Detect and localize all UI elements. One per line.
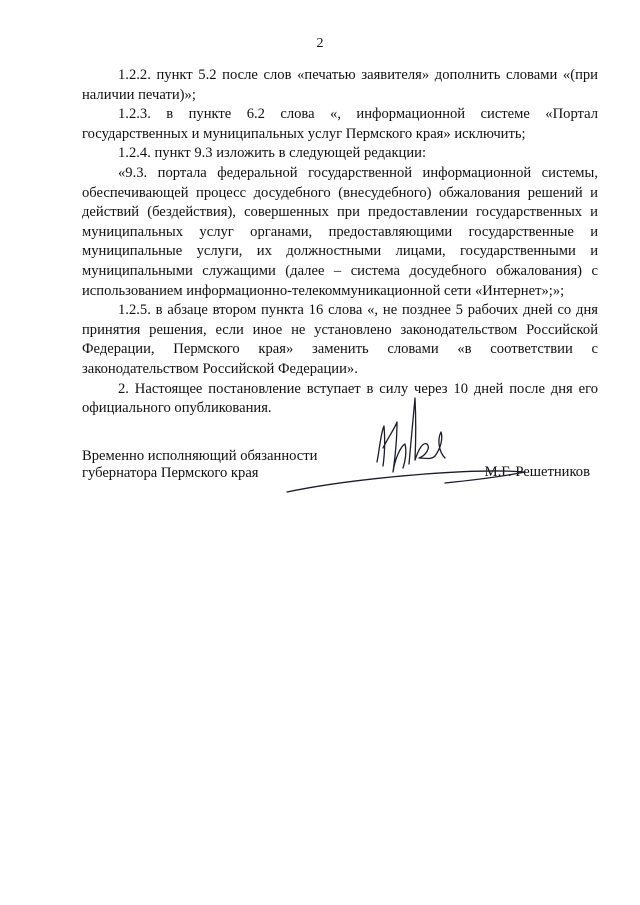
- paragraph-9-3-quote: «9.3. портала федеральной государственной информационной системы, обеспечивающей процесс досудебного (внесудебного) обжалования решений и действий (бездействия), совершенных при предоставлении государственных и муниципальных услуг органами, предоставляющими государственные и муниципальные услуги, их должностными лицами, государственными и муниципальными служащими (далее – система досудебного обжалования) с использованием информационно-телекоммуникационной сети «Интернет»;»;: [82, 164, 598, 299]
- signatory-title-line-2: губернатора Пермского края: [82, 465, 259, 481]
- signatory-title-line-1: Временно исполняющий обязанности: [82, 448, 318, 464]
- document-body: [82, 66, 598, 419]
- paragraph-1-2-3: 1.2.3. в пункте 6.2 слова «, информационной системе «Портал государственных и муниципальных услуг Пермского края» исключить;: [82, 106, 598, 142]
- signatory-name: М.Г. Решетников: [484, 464, 590, 480]
- paragraph-2-effective-date: 2. Настоящее постановление вступает в силу через 10 дней после дня его официального опубликования.: [82, 380, 598, 417]
- paragraph-1-2-2: 1.2.2. пункт 5.2 после слов «печатью заявителя» дополнить словами «(при наличии печати)»;: [82, 67, 598, 103]
- handwritten-signature-icon: [285, 388, 585, 498]
- paragraph-1-2-4: 1.2.4. пункт 9.3 изложить в следующей редакции:: [118, 145, 427, 162]
- paragraph-1-2-5: 1.2.5. в абзаце втором пункта 16 слова «, не позднее 5 рабочих дней со дня принятия решения, если иное не установлено законодательством Российской Федерации, Пермского края» заменить словами «в соответствии с законодательством Российской Федерации».: [82, 302, 598, 377]
- page-number: 2: [316, 36, 324, 51]
- signatory-title: [82, 448, 317, 482]
